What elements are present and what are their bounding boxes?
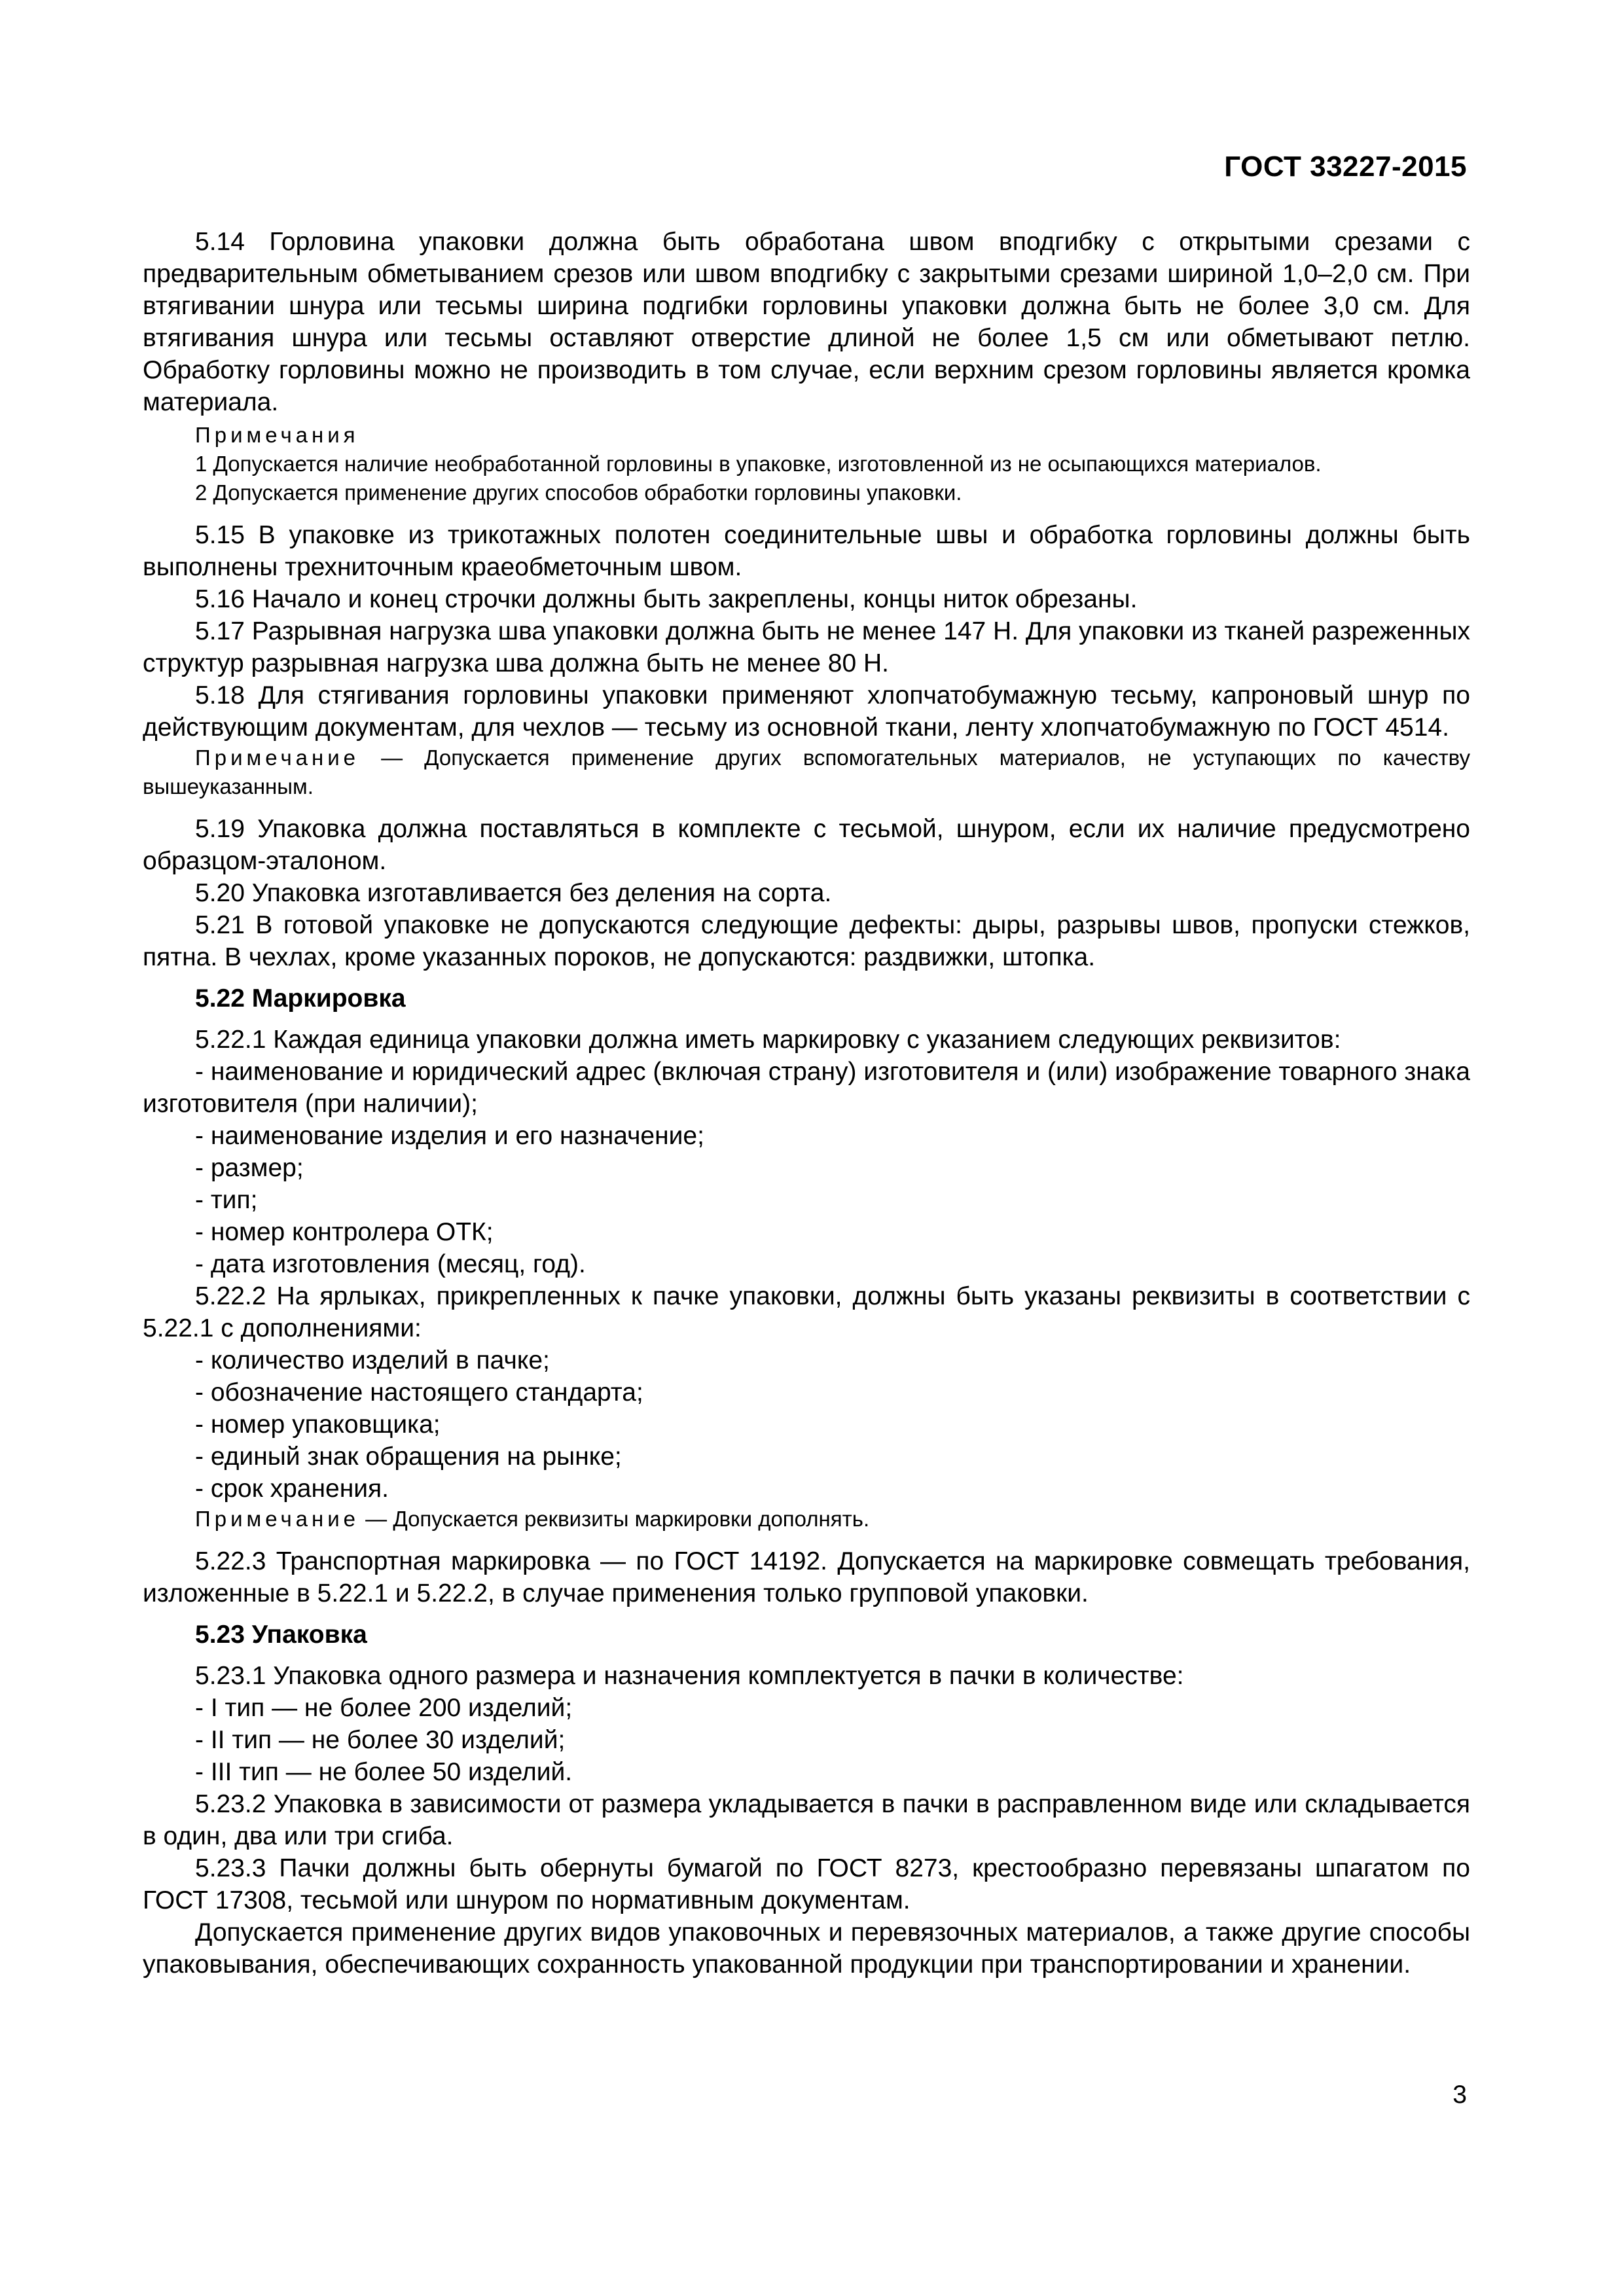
paragraph: Допускается применение других видов упаковочных и перевязочных материалов, а также другие способы упаковывания, обеспечивающих сохранность упакованной продукции при транспортировании и хранении. (143, 1918, 1470, 1979)
list-item: - тип; (195, 1186, 258, 1214)
paragraph: 5.18 Для стягивания горловины упаковки применяют хлопчатобумажную тесьму, капроновый шнур по действующим документам, для чехлов — тесьму из основной ткани, ленту хлопчатобумажную по ГОСТ 4514. (143, 681, 1470, 742)
paragraph: 5.15 В упаковке из трикотажных полотен соединительные швы и обработка горловины должны быть выполнены трехниточным краеобметочным швом. (143, 521, 1470, 581)
paragraph: 5.23.3 Пачки должны быть обернуты бумагой по ГОСТ 8273, крестообразно перевязаны шпагатом по ГОСТ 17308, тесьмой или шнуром по нормативным документам. (143, 1854, 1470, 1914)
paragraph: - наименование и юридический адрес (включая страну) изготовителя и (или) изображение товарного знака изготовителя (при наличии); (143, 1058, 1470, 1118)
note-inline (143, 744, 1470, 801)
paragraph: 5.14 Горловина упаковки должна быть обработана швом вподгибку с открытыми срезами с предварительным обметыванием срезов или швом вподгибку с закрытыми срезами шириной 1,0–2,0 см. При втягивании шнура или тесьмы ширина подгибки горловины упаковки должна быть не более 3,0 см. Для втягивания шнура или тесьмы оставляют отверстие длиной не более 1,5 см или обметывают петлю. Обработку горловины можно не производить в том случае, если верхним срезом горловины является кромка материала. (143, 228, 1470, 416)
paragraph: 5.19 Упаковка должна поставляться в комплекте с тесьмой, шнуром, если их наличие предусмотрено образцом-эталоном. (143, 815, 1470, 875)
note-label: Примечание (195, 745, 360, 770)
note-label: Примечание (195, 1507, 360, 1531)
list-item: - III тип — не более 50 изделий. (195, 1758, 573, 1786)
section-heading: 5.22 Маркировка (195, 984, 406, 1013)
list-item: - размер; (195, 1154, 304, 1182)
paragraph: 5.22.1 Каждая единица упаковки должна иметь маркировку с указанием следующих реквизитов: (195, 1026, 1341, 1054)
list-item: - номер упаковщика; (195, 1410, 441, 1439)
note-item: 1 Допускается наличие необработанной горловины в упаковке, изготовленной из не осыпающихся материалов. (195, 452, 1322, 476)
list-item: - номер контролера ОТК; (195, 1218, 494, 1246)
list-item: - I тип — не более 200 изделий; (195, 1694, 573, 1722)
note-text: — Допускается реквизиты маркировки дополнять. (359, 1507, 870, 1531)
note-item: 2 Допускается применение других способов обработки горловины упаковки. (195, 480, 962, 505)
list-item: - дата изготовления (месяц, год). (195, 1250, 586, 1278)
paragraph: 5.22.2 На ярлыках, прикрепленных к пачке упаковки, должны быть указаны реквизиты в соответствии с 5.22.1 с дополнениями: (143, 1282, 1470, 1342)
list-item: - количество изделий в пачке; (195, 1346, 550, 1374)
list-item: - наименование изделия и его назначение; (195, 1122, 704, 1150)
note-title: Примечания (195, 423, 359, 447)
section-heading: 5.23 Упаковка (195, 1621, 367, 1649)
document-body (143, 226, 1470, 1981)
paragraph: 5.23.1 Упаковка одного размера и назначения комплектуется в пачки в количестве: (195, 1662, 1184, 1690)
list-item: - единый знак обращения на рынке; (195, 1443, 622, 1471)
paragraph: 5.16 Начало и конец строчки должны быть закреплены, концы ниток обрезаны. (195, 585, 1138, 613)
note-text: — Допускается применение других вспомогательных материалов, не уступающих по качеству вышеуказанным. (143, 745, 1470, 798)
paragraph: 5.21 В готовой упаковке не допускаются следующие дефекты: дыры, разрывы швов, пропуски стежков, пятна. В чехлах, кроме указанных пороков, не допускаются: раздвижки, штопка. (143, 911, 1470, 971)
document-code-header: ГОСТ 33227-2015 (1224, 151, 1467, 183)
paragraph: 5.22.3 Транспортная маркировка — по ГОСТ 14192. Допускается на маркировке совмещать требования, изложенные в 5.22.1 и 5.22.2, в случае применения только групповой упаковки. (143, 1547, 1470, 1607)
note-inline (143, 1505, 1470, 1534)
list-item: - срок хранения. (195, 1475, 389, 1503)
list-item: - II тип — не более 30 изделий; (195, 1726, 566, 1754)
paragraph: 5.17 Разрывная нагрузка шва упаковки должна быть не менее 147 Н. Для упаковки из тканей разреженных структур разрывная нагрузка шва должна быть не менее 80 Н. (143, 617, 1470, 677)
list-item: - обозначение настоящего стандарта; (195, 1378, 643, 1407)
paragraph: 5.20 Упаковка изготавливается без деления на сорта. (195, 879, 832, 907)
paragraph: 5.23.2 Упаковка в зависимости от размера укладывается в пачки в расправленном виде или складывается в один, два или три сгиба. (143, 1790, 1470, 1850)
page-number: 3 (1453, 2081, 1467, 2109)
